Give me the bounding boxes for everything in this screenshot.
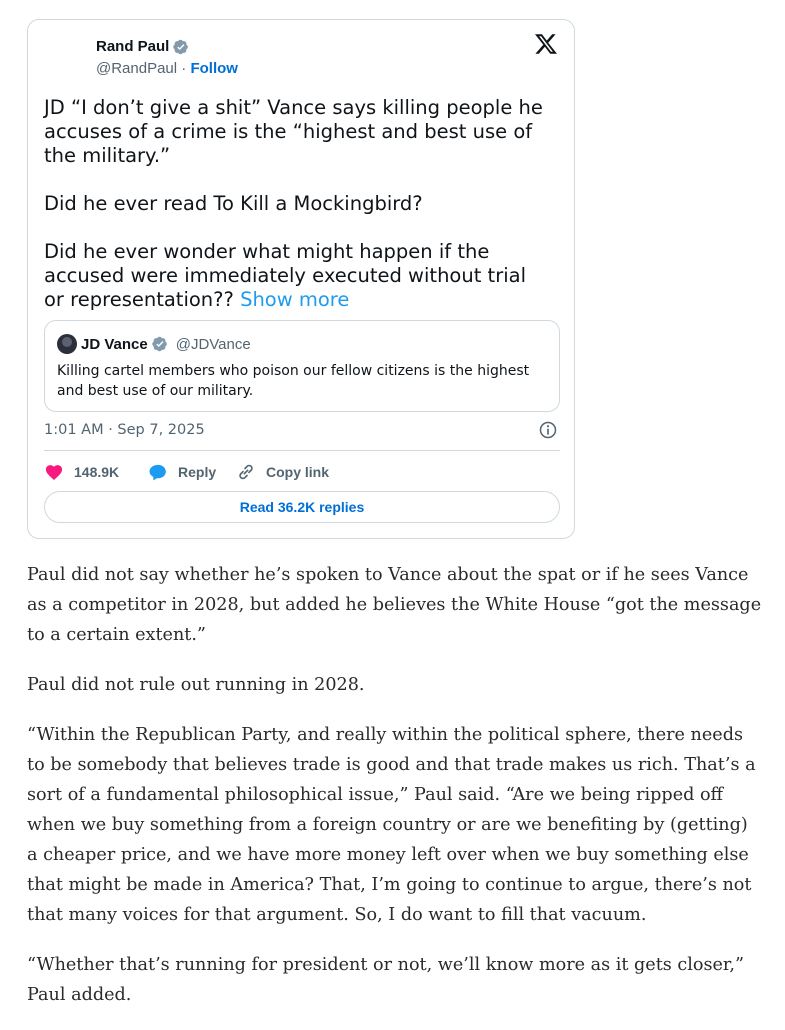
follow-button[interactable]: Follow (190, 60, 238, 77)
show-more-link[interactable]: Show more (240, 288, 350, 311)
quote-text: Killing cartel members who poison our fellow citizens is the highest and best use of our military. (57, 363, 530, 399)
quote-author-handle: @JDVance (175, 335, 251, 353)
quoted-tweet[interactable] (44, 320, 560, 412)
article-paragraph: Paul did not say whether he’s spoken to Vance about the spat or if he sees Vance as a competitor in 2028, but added he believes the White House “got the message to a certain extent.” (27, 565, 762, 645)
tweet-paragraph: Did he ever read To Kill a Mockingbird? (44, 192, 423, 215)
heart-icon (44, 462, 64, 482)
verified-icon (152, 336, 168, 352)
read-replies-button[interactable]: Read 36.2K replies (44, 491, 560, 523)
embedded-tweet (27, 19, 575, 539)
article-body (27, 560, 762, 1030)
x-logo-icon[interactable] (534, 32, 558, 56)
like-count: 148.9K (74, 464, 120, 480)
quote-header (57, 334, 251, 354)
like-button[interactable] (44, 462, 148, 482)
meta-separator: · (177, 60, 191, 77)
tweet-author-meta (96, 60, 238, 77)
tweet-paragraph-last (44, 240, 544, 312)
copy-link-button[interactable] (236, 462, 329, 482)
reply-label: Reply (178, 464, 217, 480)
info-icon[interactable] (538, 420, 558, 440)
quote-avatar (57, 334, 77, 354)
link-icon (236, 462, 256, 482)
article-paragraph: “Within the Republican Party, and really within the political sphere, there needs to be somebody that believes trade is good and that trade makes us rich. That’s a sort of a fundamental philosophical issue,” Paul said. “Are we being ripped off when we buy something from a foreign country or are we benefiting by (getting) a cheaper price, and we have more money left over when we buy something else that might be made in America? That, I’m going to continue to argue, there’s not that many voices for that argument. So, I do want to fill that vacuum. (27, 725, 756, 925)
author-handle[interactable]: @RandPaul (96, 60, 178, 77)
article-paragraph: Paul did not rule out running in 2028. (27, 675, 365, 695)
tweet-paragraph: JD “I don’t give a shit” Vance says killing people he accuses of a crime is the “highest and best use of the military.” (44, 96, 543, 167)
quote-author-name: JD Vance (81, 335, 148, 353)
tweet-timestamp[interactable]: 1:01 AM · Sep 7, 2025 (44, 422, 205, 438)
author-avatar[interactable] (44, 34, 92, 82)
tweet-text (44, 96, 544, 312)
author-name[interactable]: Rand Paul (96, 38, 170, 55)
copy-link-label: Copy link (266, 464, 330, 480)
tweet-author[interactable] (96, 38, 189, 55)
article-paragraph: “Whether that’s running for president or not, we’ll know more as it gets closer,” Paul added. (27, 955, 744, 1005)
verified-icon (173, 39, 189, 55)
tweet-paragraph-text: Did he ever wonder what might happen if the accused were immediately executed without trial or representation?? (44, 240, 527, 311)
divider (44, 450, 560, 451)
reply-button[interactable] (148, 462, 236, 482)
reply-icon (148, 462, 168, 482)
tweet-actions (44, 460, 329, 484)
